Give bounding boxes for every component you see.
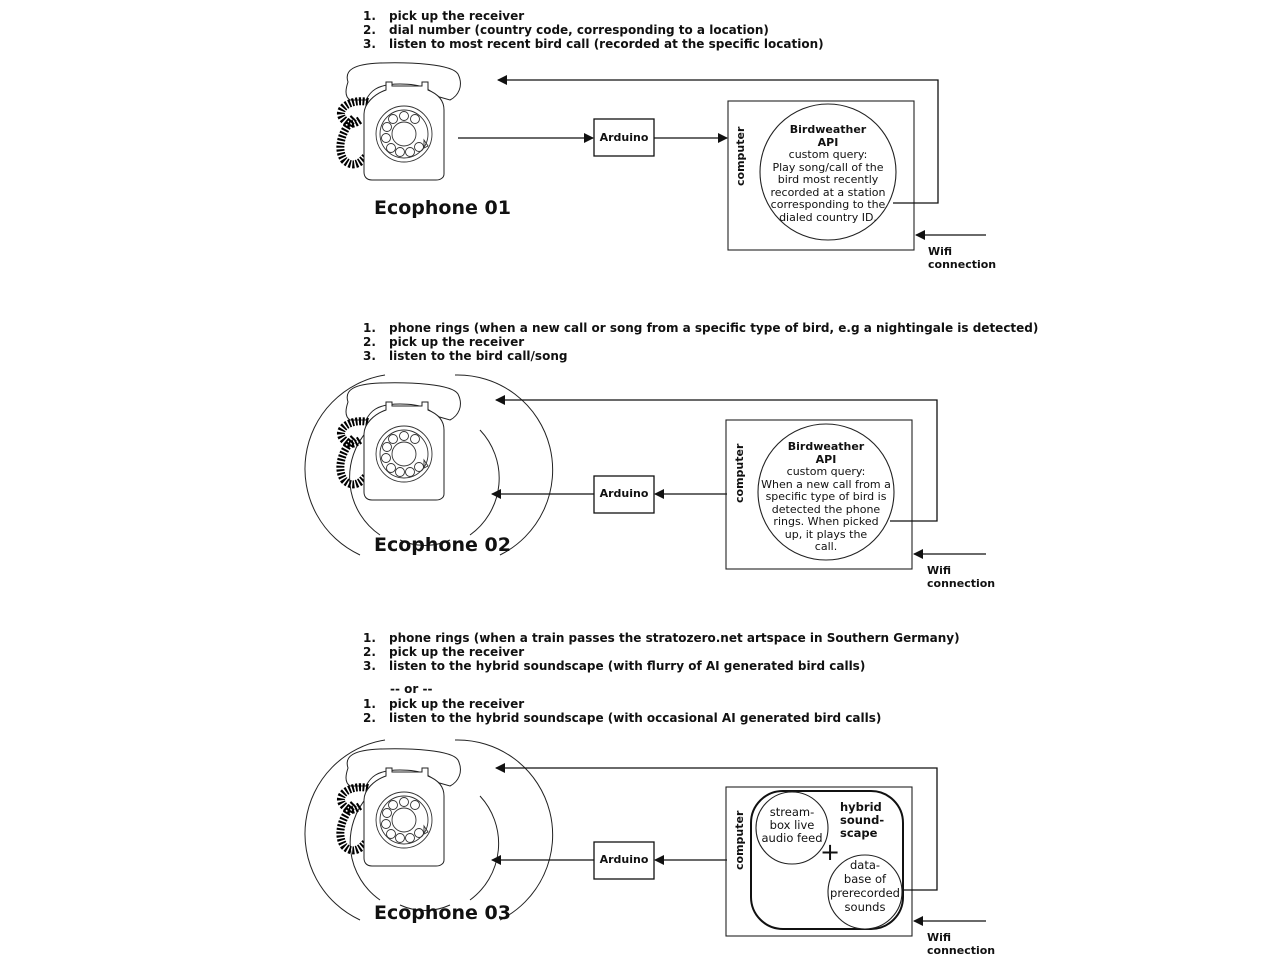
step-item [363, 697, 881, 711]
step-number: 1. [363, 9, 376, 23]
step-text: listen to the bird call/song [389, 349, 568, 363]
api-line: dialed country ID. [779, 210, 877, 224]
api-title: API [815, 452, 837, 466]
step-number: 2. [363, 23, 376, 37]
steps-list-3 [363, 631, 960, 673]
step-text: pick up the receiver [389, 697, 525, 711]
step-number: 3. [363, 659, 376, 673]
step-number: 1. [363, 697, 376, 711]
wifi-label-1 [928, 245, 996, 271]
ecophone-title-1: Ecophone 01 [374, 197, 511, 219]
step-item [363, 659, 960, 673]
api-description-1 [760, 124, 896, 224]
api-line: detected the phone [771, 502, 881, 516]
step-item [363, 23, 824, 37]
api-title: Birdweather [789, 123, 867, 136]
api-line: When a new call from a [761, 477, 891, 491]
arduino-label-3: Arduino [599, 853, 649, 866]
step-text: listen to most recent bird call (recorded at the specific location) [389, 37, 824, 51]
step-text: pick up the receiver [389, 335, 525, 349]
steps-list-1 [363, 9, 824, 51]
step-number: 1. [363, 631, 376, 645]
step-item [363, 349, 1038, 363]
wifi-text: Wifi [927, 931, 952, 944]
computer-label-3: computer [733, 810, 746, 870]
api-description-2 [758, 441, 894, 554]
api-line: custom query: [786, 465, 866, 478]
database-line: data- [849, 858, 881, 872]
computer-label-1: computer [734, 126, 747, 186]
steps-list-2 [363, 321, 1038, 363]
step-text: phone rings (when a train passes the stratozero.net artspace in Southern Germany) [389, 631, 960, 645]
rotary-phone-icon-3 [340, 749, 460, 866]
step-number: 2. [363, 711, 376, 725]
wifi-label-3 [927, 931, 995, 957]
api-line: call. [814, 540, 838, 553]
api-line: corresponding to the [770, 198, 886, 211]
database-line: prerecorded [830, 886, 900, 900]
step-item [363, 9, 824, 23]
rotary-phone-icon-1 [340, 63, 460, 180]
step-item [363, 631, 960, 645]
computer-label-2: computer [733, 443, 746, 503]
database-line: sounds [844, 900, 886, 914]
streambox-line: box live [769, 818, 815, 832]
step-item [363, 321, 1038, 335]
wifi-text: Wifi [927, 564, 952, 577]
wifi-text: Wifi [928, 245, 953, 258]
wifi-label-2 [927, 564, 995, 590]
database-text [827, 858, 903, 914]
step-item [363, 645, 960, 659]
rotary-phone-icon-2 [340, 383, 460, 500]
or-separator: -- or -- [390, 682, 433, 696]
step-number: 2. [363, 645, 376, 659]
arduino-label-2: Arduino [599, 487, 649, 500]
api-line: recorded at a station [770, 185, 886, 199]
api-line: rings. When picked [773, 515, 879, 528]
api-title: Birdweather [787, 440, 865, 453]
step-number: 3. [363, 349, 376, 363]
api-line: specific type of bird is [765, 490, 887, 503]
api-line: up, it plays the [784, 527, 868, 541]
step-text: pick up the receiver [389, 9, 525, 23]
step-item [363, 37, 824, 51]
wifi-text: connection [927, 577, 996, 590]
wifi-text: connection [928, 258, 997, 271]
ecophone-title-3: Ecophone 03 [374, 902, 511, 924]
step-number: 2. [363, 335, 376, 349]
alt-steps-list-3 [363, 697, 881, 725]
step-item [363, 711, 881, 725]
step-text: pick up the receiver [389, 645, 525, 659]
hybrid-line: hybrid [840, 800, 882, 814]
api-line: Play song/call of the [772, 160, 884, 174]
hybrid-soundscape-label [840, 801, 890, 840]
step-number: 1. [363, 321, 376, 335]
api-line: bird most recently [777, 173, 879, 186]
hybrid-line: sound- [840, 813, 885, 827]
step-number: 3. [363, 37, 376, 51]
api-title: API [817, 135, 839, 149]
step-text: listen to the hybrid soundscape (with occasional AI generated bird calls) [389, 711, 882, 725]
wifi-text: connection [927, 944, 996, 957]
step-text: listen to the hybrid soundscape (with flurry of AI generated bird calls) [389, 659, 866, 673]
step-text: phone rings (when a new call or song from a specific type of bird, e.g a nightingale is detected) [389, 321, 1039, 335]
api-line: custom query: [788, 148, 868, 161]
database-line: base of [843, 872, 887, 886]
hybrid-line: scape [840, 826, 878, 840]
arduino-label-1: Arduino [599, 131, 649, 144]
step-item [363, 335, 1038, 349]
streambox-line: stream- [769, 805, 815, 819]
step-text: dial number (country code, corresponding to a location) [389, 23, 769, 37]
plus-icon: + [819, 838, 841, 866]
ecophone-title-2: Ecophone 02 [374, 534, 511, 556]
streambox-line: audio feed [761, 831, 823, 845]
